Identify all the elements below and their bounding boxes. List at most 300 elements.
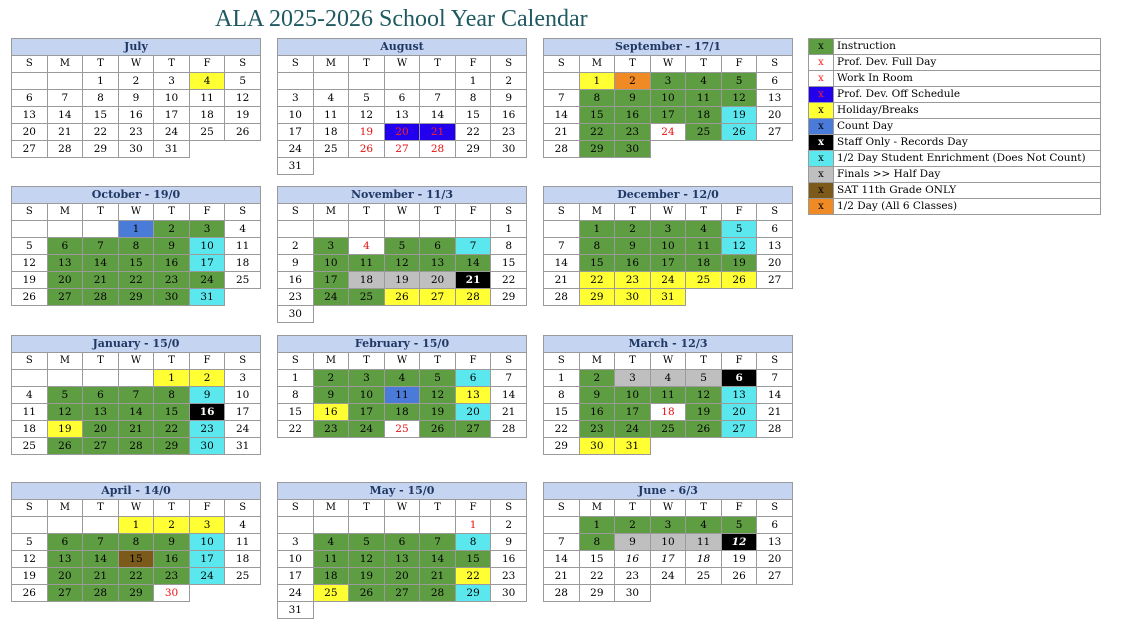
weekday-header: M xyxy=(47,204,83,221)
week-row xyxy=(278,238,527,255)
day-cell: 28 xyxy=(420,585,456,602)
empty-day-cell xyxy=(12,221,48,238)
day-cell: 30 xyxy=(615,585,651,602)
day-cell: 11 xyxy=(313,107,349,124)
day-cell: 22 xyxy=(544,421,580,438)
day-cell: 18 xyxy=(349,272,385,289)
week-row xyxy=(278,534,527,551)
day-cell: 16 xyxy=(615,107,651,124)
day-cell: 5 xyxy=(384,238,420,255)
month-march xyxy=(543,335,793,455)
month-april xyxy=(11,482,261,602)
day-cell: 5 xyxy=(349,90,385,107)
blank-slot xyxy=(313,602,349,619)
day-cell: 23 xyxy=(615,568,651,585)
day-cell: 7 xyxy=(455,238,491,255)
day-cell: 26 xyxy=(721,124,757,141)
week-row xyxy=(544,289,793,306)
day-cell: 15 xyxy=(455,107,491,124)
legend-label: Prof. Dev. Full Day xyxy=(834,55,1101,71)
weekday-header: W xyxy=(118,204,154,221)
weekday-header: T xyxy=(686,56,722,73)
weekday-header: S xyxy=(278,56,314,73)
day-cell: 15 xyxy=(579,551,615,568)
blank-slot xyxy=(225,585,261,602)
day-cell: 8 xyxy=(579,238,615,255)
blank-slot xyxy=(650,585,686,602)
day-cell: 12 xyxy=(225,90,261,107)
week-row xyxy=(544,517,793,534)
day-cell: 2 xyxy=(278,238,314,255)
day-cell: 1 xyxy=(118,517,154,534)
day-cell: 24 xyxy=(278,141,314,158)
day-cell: 10 xyxy=(615,387,651,404)
day-cell: 24 xyxy=(615,421,651,438)
week-row xyxy=(544,73,793,90)
empty-day-cell xyxy=(278,221,314,238)
week-row xyxy=(278,421,527,438)
day-cell: 11 xyxy=(313,551,349,568)
day-cell: 26 xyxy=(47,438,83,455)
day-cell: 30 xyxy=(154,585,190,602)
day-cell: 17 xyxy=(278,124,314,141)
day-cell: 28 xyxy=(491,421,527,438)
day-cell: 29 xyxy=(544,438,580,455)
legend-row xyxy=(809,55,1101,71)
day-cell: 19 xyxy=(420,404,456,421)
day-cell: 16 xyxy=(313,404,349,421)
day-cell: 17 xyxy=(650,255,686,272)
blank-slot xyxy=(455,602,491,619)
day-cell: 8 xyxy=(118,238,154,255)
legend-swatch: x xyxy=(809,199,834,215)
weekday-header: S xyxy=(278,353,314,370)
day-cell: 21 xyxy=(83,568,119,585)
week-row xyxy=(544,124,793,141)
weekday-header: T xyxy=(349,204,385,221)
day-cell: 28 xyxy=(83,289,119,306)
week-row xyxy=(278,221,527,238)
week-row xyxy=(278,568,527,585)
month-august xyxy=(277,38,527,175)
day-cell: 8 xyxy=(278,387,314,404)
day-cell: 6 xyxy=(384,534,420,551)
day-cell: 27 xyxy=(83,438,119,455)
day-cell: 1 xyxy=(455,73,491,90)
weekday-header: W xyxy=(650,204,686,221)
day-cell: 16 xyxy=(154,255,190,272)
weekday-header: T xyxy=(686,204,722,221)
day-cell: 15 xyxy=(278,404,314,421)
day-cell: 5 xyxy=(349,534,385,551)
legend-row xyxy=(809,119,1101,135)
day-cell: 26 xyxy=(721,568,757,585)
weekday-header: S xyxy=(544,204,580,221)
legend-row xyxy=(809,183,1101,199)
weekday-header: S xyxy=(491,353,527,370)
day-cell: 17 xyxy=(615,404,651,421)
legend-label: 1/2 Day Student Enrichment (Does Not Count) xyxy=(834,151,1101,167)
week-row xyxy=(12,370,261,387)
day-cell: 24 xyxy=(349,421,385,438)
day-cell: 3 xyxy=(313,238,349,255)
day-cell: 22 xyxy=(278,421,314,438)
weekday-header: T xyxy=(83,353,119,370)
day-cell: 30 xyxy=(189,438,225,455)
legend xyxy=(808,38,1101,215)
day-cell: 15 xyxy=(491,255,527,272)
day-cell: 10 xyxy=(349,387,385,404)
day-cell: 5 xyxy=(721,517,757,534)
day-cell: 2 xyxy=(491,517,527,534)
day-cell: 30 xyxy=(579,438,615,455)
weekday-header: T xyxy=(615,56,651,73)
week-row xyxy=(12,141,261,158)
day-cell: 7 xyxy=(544,534,580,551)
day-cell: 2 xyxy=(579,370,615,387)
day-cell: 1 xyxy=(154,370,190,387)
blank-slot xyxy=(650,141,686,158)
month-table xyxy=(543,335,793,455)
day-cell: 12 xyxy=(47,404,83,421)
week-row xyxy=(12,107,261,124)
month-table xyxy=(11,482,261,602)
blank-slot xyxy=(686,141,722,158)
day-cell: 5 xyxy=(686,370,722,387)
day-cell: 2 xyxy=(615,73,651,90)
day-cell: 6 xyxy=(384,90,420,107)
day-cell: 21 xyxy=(83,272,119,289)
day-cell: 22 xyxy=(455,568,491,585)
day-cell: 15 xyxy=(118,551,154,568)
day-cell: 20 xyxy=(757,551,793,568)
day-cell: 17 xyxy=(189,551,225,568)
empty-day-cell xyxy=(12,370,48,387)
empty-day-cell xyxy=(349,221,385,238)
week-row xyxy=(278,124,527,141)
day-cell: 2 xyxy=(615,221,651,238)
day-cell: 22 xyxy=(118,568,154,585)
month-september xyxy=(543,38,793,158)
month-table xyxy=(277,38,527,175)
blank-slot xyxy=(384,158,420,175)
legend-swatch: x xyxy=(809,167,834,183)
blank-slot xyxy=(757,289,793,306)
weekday-header: W xyxy=(118,56,154,73)
day-cell: 7 xyxy=(83,238,119,255)
month-table xyxy=(543,482,793,602)
legend-table xyxy=(808,38,1101,215)
day-cell: 27 xyxy=(757,124,793,141)
week-row xyxy=(12,421,261,438)
month-header: December - 12/0 xyxy=(544,187,793,204)
empty-day-cell xyxy=(384,221,420,238)
day-cell: 18 xyxy=(686,107,722,124)
day-cell: 26 xyxy=(686,421,722,438)
day-cell: 17 xyxy=(278,568,314,585)
day-cell: 31 xyxy=(278,602,314,619)
weekday-header: T xyxy=(615,500,651,517)
day-cell: 2 xyxy=(154,221,190,238)
day-cell: 3 xyxy=(225,370,261,387)
weekday-header: S xyxy=(757,56,793,73)
day-cell: 27 xyxy=(420,289,456,306)
day-cell: 10 xyxy=(225,387,261,404)
month-june xyxy=(543,482,793,602)
day-cell: 5 xyxy=(47,387,83,404)
empty-day-cell xyxy=(384,517,420,534)
day-cell: 28 xyxy=(544,585,580,602)
weekday-header: W xyxy=(118,353,154,370)
day-cell: 1 xyxy=(278,370,314,387)
day-cell: 27 xyxy=(757,568,793,585)
blank-slot xyxy=(721,141,757,158)
day-cell: 22 xyxy=(83,124,119,141)
day-cell: 23 xyxy=(615,124,651,141)
empty-day-cell xyxy=(278,73,314,90)
month-table xyxy=(277,482,527,619)
day-cell: 21 xyxy=(544,124,580,141)
day-cell: 11 xyxy=(686,238,722,255)
weekday-header: M xyxy=(47,500,83,517)
day-cell: 11 xyxy=(225,238,261,255)
day-cell: 19 xyxy=(721,107,757,124)
day-cell: 31 xyxy=(225,438,261,455)
day-cell: 30 xyxy=(278,306,314,323)
day-cell: 23 xyxy=(154,272,190,289)
day-cell: 12 xyxy=(721,90,757,107)
day-cell: 18 xyxy=(225,551,261,568)
legend-label: Count Day xyxy=(834,119,1101,135)
day-cell: 19 xyxy=(384,272,420,289)
day-cell: 19 xyxy=(12,272,48,289)
blank-slot xyxy=(420,158,456,175)
day-cell: 15 xyxy=(579,107,615,124)
day-cell: 7 xyxy=(491,370,527,387)
weekday-header: S xyxy=(278,500,314,517)
day-cell: 3 xyxy=(278,534,314,551)
weekday-header: W xyxy=(384,500,420,517)
weekday-header: M xyxy=(579,353,615,370)
day-cell: 5 xyxy=(721,73,757,90)
week-row xyxy=(12,438,261,455)
day-cell: 2 xyxy=(491,73,527,90)
legend-swatch: x xyxy=(809,151,834,167)
day-cell: 18 xyxy=(686,551,722,568)
empty-day-cell xyxy=(47,517,83,534)
month-header: April - 14/0 xyxy=(12,483,261,500)
day-cell: 24 xyxy=(313,289,349,306)
day-cell: 4 xyxy=(225,517,261,534)
week-row xyxy=(544,551,793,568)
weekday-header: W xyxy=(384,56,420,73)
empty-day-cell xyxy=(420,517,456,534)
blank-slot xyxy=(686,585,722,602)
weekday-header: S xyxy=(225,56,261,73)
weekday-header: T xyxy=(349,500,385,517)
day-cell: 1 xyxy=(491,221,527,238)
day-cell: 24 xyxy=(650,272,686,289)
day-cell: 31 xyxy=(154,141,190,158)
week-row xyxy=(12,387,261,404)
day-cell: 20 xyxy=(721,404,757,421)
day-cell: 21 xyxy=(420,568,456,585)
day-cell: 1 xyxy=(455,517,491,534)
day-cell: 30 xyxy=(491,141,527,158)
day-cell: 10 xyxy=(189,534,225,551)
day-cell: 30 xyxy=(154,289,190,306)
legend-label: Instruction xyxy=(834,39,1101,55)
month-table xyxy=(543,38,793,158)
day-cell: 4 xyxy=(650,370,686,387)
day-cell: 13 xyxy=(757,90,793,107)
day-cell: 13 xyxy=(83,404,119,421)
day-cell: 7 xyxy=(83,534,119,551)
month-header: June - 6/3 xyxy=(544,483,793,500)
day-cell: 1 xyxy=(579,221,615,238)
weekday-header: S xyxy=(225,353,261,370)
week-row xyxy=(278,107,527,124)
empty-day-cell xyxy=(420,73,456,90)
legend-swatch: x xyxy=(809,55,834,71)
empty-day-cell xyxy=(47,73,83,90)
empty-day-cell xyxy=(83,221,119,238)
legend-row xyxy=(809,71,1101,87)
blank-slot xyxy=(491,306,527,323)
day-cell: 11 xyxy=(650,387,686,404)
day-cell: 25 xyxy=(225,272,261,289)
day-cell: 16 xyxy=(154,551,190,568)
day-cell: 14 xyxy=(544,255,580,272)
day-cell: 11 xyxy=(686,534,722,551)
month-february xyxy=(277,335,527,438)
week-row xyxy=(278,255,527,272)
day-cell: 5 xyxy=(12,534,48,551)
day-cell: 7 xyxy=(420,534,456,551)
day-cell: 24 xyxy=(650,568,686,585)
day-cell: 24 xyxy=(154,124,190,141)
day-cell: 6 xyxy=(757,517,793,534)
weekday-header: T xyxy=(154,500,190,517)
day-cell: 16 xyxy=(579,404,615,421)
week-row xyxy=(12,517,261,534)
week-row xyxy=(278,73,527,90)
day-cell: 17 xyxy=(349,404,385,421)
day-cell: 24 xyxy=(189,568,225,585)
day-cell: 1 xyxy=(83,73,119,90)
day-cell: 19 xyxy=(12,568,48,585)
day-cell: 23 xyxy=(278,289,314,306)
day-cell: 28 xyxy=(83,585,119,602)
day-cell: 6 xyxy=(47,238,83,255)
day-cell: 8 xyxy=(455,90,491,107)
day-cell: 26 xyxy=(721,272,757,289)
day-cell: 20 xyxy=(384,568,420,585)
day-cell: 16 xyxy=(118,107,154,124)
legend-label: Work In Room xyxy=(834,71,1101,87)
day-cell: 14 xyxy=(544,107,580,124)
day-cell: 22 xyxy=(491,272,527,289)
legend-swatch: x xyxy=(809,103,834,119)
weekday-header: S xyxy=(12,500,48,517)
day-cell: 29 xyxy=(579,585,615,602)
blank-slot xyxy=(721,438,757,455)
week-row xyxy=(544,370,793,387)
day-cell: 4 xyxy=(225,221,261,238)
day-cell: 4 xyxy=(12,387,48,404)
day-cell: 15 xyxy=(154,404,190,421)
weekday-header: S xyxy=(544,353,580,370)
legend-row xyxy=(809,199,1101,215)
day-cell: 5 xyxy=(721,221,757,238)
day-cell: 9 xyxy=(154,534,190,551)
weekday-header: M xyxy=(313,204,349,221)
weekday-header: T xyxy=(349,353,385,370)
day-cell: 17 xyxy=(313,272,349,289)
day-cell: 8 xyxy=(491,238,527,255)
week-row xyxy=(544,238,793,255)
day-cell: 25 xyxy=(12,438,48,455)
weekday-header: S xyxy=(12,353,48,370)
weekday-header: M xyxy=(579,500,615,517)
day-cell: 6 xyxy=(721,370,757,387)
day-cell: 9 xyxy=(189,387,225,404)
day-cell: 9 xyxy=(118,90,154,107)
day-cell: 23 xyxy=(491,124,527,141)
day-cell: 14 xyxy=(420,107,456,124)
day-cell: 16 xyxy=(491,551,527,568)
empty-day-cell xyxy=(455,221,491,238)
day-cell: 25 xyxy=(384,421,420,438)
day-cell: 7 xyxy=(544,238,580,255)
day-cell: 13 xyxy=(455,387,491,404)
day-cell: 23 xyxy=(615,272,651,289)
week-row xyxy=(544,90,793,107)
day-cell: 18 xyxy=(225,255,261,272)
day-cell: 14 xyxy=(118,404,154,421)
day-cell: 9 xyxy=(491,534,527,551)
day-cell: 19 xyxy=(349,124,385,141)
month-table xyxy=(11,186,261,306)
blank-slot xyxy=(420,306,456,323)
day-cell: 5 xyxy=(12,238,48,255)
week-row xyxy=(544,534,793,551)
week-row xyxy=(12,238,261,255)
day-cell: 11 xyxy=(384,387,420,404)
day-cell: 24 xyxy=(189,272,225,289)
day-cell: 3 xyxy=(650,517,686,534)
week-row xyxy=(278,141,527,158)
weekday-header: M xyxy=(579,204,615,221)
day-cell: 26 xyxy=(384,289,420,306)
empty-day-cell xyxy=(313,73,349,90)
day-cell: 22 xyxy=(579,568,615,585)
day-cell: 9 xyxy=(615,90,651,107)
month-header: January - 15/0 xyxy=(12,336,261,353)
weekday-header: S xyxy=(225,500,261,517)
empty-day-cell xyxy=(83,517,119,534)
weekday-header: F xyxy=(721,56,757,73)
legend-row xyxy=(809,103,1101,119)
day-cell: 18 xyxy=(313,124,349,141)
day-cell: 14 xyxy=(757,387,793,404)
day-cell: 28 xyxy=(455,289,491,306)
legend-row xyxy=(809,135,1101,151)
day-cell: 21 xyxy=(47,124,83,141)
blank-slot xyxy=(455,158,491,175)
day-cell: 14 xyxy=(544,551,580,568)
day-cell: 10 xyxy=(189,238,225,255)
